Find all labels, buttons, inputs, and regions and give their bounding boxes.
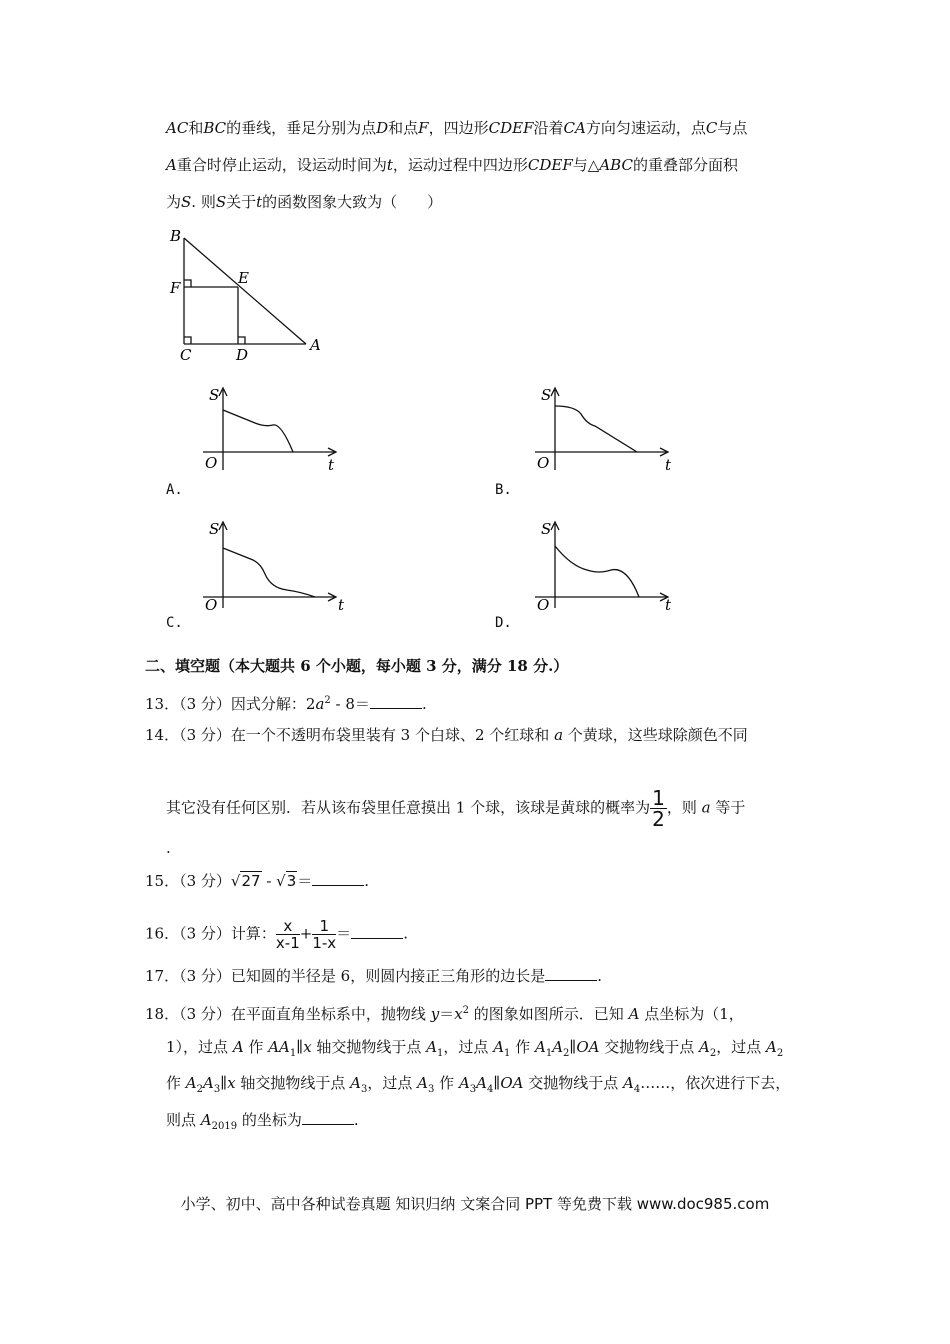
answer-blank[interactable]: [351, 924, 403, 939]
answer-blank[interactable]: [370, 694, 422, 709]
text-s: S: [215, 193, 227, 211]
axis-label-s: S: [209, 386, 220, 404]
graph-option-b: [527, 380, 687, 475]
question-text: ，过点: [716, 1038, 767, 1056]
question-text: （3 分）已知圆的半径是 6，则圆内接正三角形的边长是: [179, 967, 546, 985]
period: .: [403, 924, 408, 943]
subscript: 1: [289, 1048, 297, 1059]
text-ca: CA: [563, 119, 586, 137]
segment: OA: [576, 1038, 600, 1056]
var-a: a: [315, 695, 325, 713]
period: .: [353, 1111, 359, 1129]
text-ac: AC: [166, 119, 189, 137]
period: .: [364, 872, 370, 890]
text-s: S: [181, 193, 192, 211]
text-cdef: CDEF: [527, 156, 573, 174]
question-text: （3 分）在平面直角坐标系中，抛物线: [179, 1005, 431, 1023]
text: 方向匀速运动，点: [585, 119, 706, 137]
question-18-line3: [166, 1073, 790, 1100]
point: A: [458, 1074, 470, 1092]
right-angle-d: [238, 337, 245, 344]
question-14-line2: [166, 788, 745, 829]
question-number: 14．: [145, 726, 180, 744]
label-b: B: [170, 227, 182, 245]
question-18-line2: [166, 1037, 783, 1064]
question-13: [145, 691, 427, 714]
question-text: 轴交抛物线于点: [235, 1074, 351, 1092]
question-text: 轴交抛物线于点: [311, 1038, 427, 1056]
equals: ＝: [336, 924, 352, 943]
question-text: ，过点: [367, 1074, 418, 1092]
text: 和: [188, 119, 204, 137]
question-text: ……，依次进行下去，: [640, 1074, 791, 1092]
text-a: A: [166, 156, 177, 174]
answer-blank[interactable]: [312, 871, 364, 886]
text: 关于: [226, 193, 257, 211]
section-heading: 二、填空题（本大题共 6 个小题，每小题 3 分，满分 18 分.）: [145, 657, 569, 675]
text: 与△: [572, 156, 600, 174]
question-number: 17．: [145, 967, 180, 985]
segment: OA: [500, 1074, 524, 1092]
text-d: D: [376, 119, 389, 137]
fraction-one-half: [650, 788, 667, 829]
parallel: ∥: [296, 1038, 304, 1056]
origin-label: O: [537, 596, 550, 612]
subscript: 2019: [211, 1121, 238, 1132]
answer-blank[interactable]: [545, 966, 597, 981]
question-text: 等于: [710, 798, 746, 817]
text-t: t: [386, 156, 393, 174]
subscript: 1: [545, 1048, 553, 1059]
subscript: 1: [437, 1048, 444, 1059]
point: A: [426, 1038, 438, 1056]
question-number: 16．: [145, 924, 180, 943]
label-a: A: [310, 336, 321, 354]
question-text: 1），过点: [166, 1038, 233, 1056]
point: A: [699, 1038, 710, 1056]
graph-option-c: [195, 512, 355, 612]
point: A: [476, 1074, 487, 1092]
text: 的函数图象大致为（ ）: [262, 193, 443, 211]
subscript: 4: [487, 1084, 494, 1095]
period: .: [597, 967, 603, 985]
point-a: A: [628, 1005, 640, 1023]
question-15: [145, 871, 369, 891]
text: . 则: [191, 193, 216, 211]
point: A: [623, 1074, 634, 1092]
point: A: [766, 1038, 777, 1056]
question-text: 作: [166, 1074, 186, 1092]
point: A: [493, 1038, 505, 1056]
question-number: 15．: [145, 872, 180, 890]
text: ，四边形: [428, 119, 489, 137]
option-d-label: D.: [495, 615, 512, 631]
point: A: [200, 1111, 212, 1129]
text-f: F: [418, 119, 429, 137]
exponent: 2: [324, 695, 331, 706]
text: 的重叠部分面积: [632, 156, 738, 174]
text-c: C: [705, 119, 718, 137]
option-c-label: C.: [166, 615, 183, 631]
text-abc: ABC: [599, 156, 633, 174]
question-16: [145, 918, 408, 951]
question-17: [145, 966, 602, 986]
label-e: E: [238, 269, 249, 287]
question-14-line1: [145, 725, 748, 745]
var-x: x: [454, 1005, 463, 1023]
denominator: x-1: [275, 934, 300, 952]
triangle-figure: [160, 222, 340, 367]
answer-blank[interactable]: [302, 1110, 354, 1125]
question-text: ，则: [666, 798, 702, 817]
minus: -: [261, 872, 277, 890]
question-18-line4: [166, 1110, 359, 1137]
sqrt-27: √27: [230, 872, 261, 890]
text: 沿着: [533, 119, 564, 137]
problem12-line1: [166, 118, 747, 138]
page-footer: 小学、初中、高中各种试卷真题 知识归纳 文案合同 PPT 等免费下载 www.doc985.com: [180, 1195, 770, 1213]
label-d: D: [236, 346, 249, 364]
segment-ba: [184, 238, 306, 344]
var-a: a: [554, 726, 564, 744]
var-a: a: [701, 798, 711, 817]
text: 和点: [388, 119, 419, 137]
question-text: 交抛物线于点: [523, 1074, 623, 1092]
subscript: 4: [633, 1084, 641, 1095]
text: 为: [166, 193, 182, 211]
radicand: 3: [286, 872, 297, 890]
question-text: 点坐标为（1，: [639, 1005, 744, 1023]
point: A: [552, 1038, 564, 1056]
origin-label: O: [205, 596, 218, 612]
point-a: A: [232, 1038, 244, 1056]
problem12-line3: [166, 192, 442, 212]
radicand: 27: [241, 872, 261, 890]
parallel: ∥: [493, 1074, 501, 1092]
denominator: 1-x: [312, 934, 337, 952]
text-bc: BC: [203, 119, 227, 137]
axis-label-t: t: [665, 596, 672, 612]
text: 重合时停止运动，设运动时间为: [176, 156, 387, 174]
equals: ＝: [439, 1005, 455, 1023]
question-text: 作: [243, 1038, 269, 1056]
subscript: 2: [563, 1048, 570, 1059]
numerator: 1: [652, 786, 665, 810]
question-number: 13．: [145, 695, 180, 713]
question-text: 的坐标为: [237, 1111, 302, 1129]
right-angle-f: [184, 280, 191, 287]
point: A: [534, 1038, 546, 1056]
axis-label-t: t: [665, 456, 672, 474]
fraction-x-over-x-minus-1: [276, 918, 300, 951]
axis-label-t: t: [338, 596, 345, 612]
subscript: 3: [428, 1084, 435, 1095]
question-text: 交抛物线于点: [599, 1038, 700, 1056]
question-text: ，过点: [443, 1038, 494, 1056]
right-angle-c: [184, 337, 191, 344]
subscript: 2: [709, 1048, 717, 1059]
question-text: （3 分）因式分解：2: [179, 695, 316, 713]
axis-label-t: t: [328, 456, 335, 474]
question-text: （3 分）在一个不透明布袋里装有 3 个白球、2 个红球和: [179, 726, 555, 744]
option-a-label: A.: [166, 482, 183, 498]
question-text: （3 分）计算：: [179, 924, 276, 943]
parallel: ∥: [220, 1074, 228, 1092]
subscript: 2: [776, 1048, 784, 1059]
point: A: [350, 1074, 362, 1092]
axis-label-s: S: [209, 520, 220, 538]
axis-label-s: S: [541, 520, 552, 538]
point: A: [417, 1074, 429, 1092]
segment: AA: [268, 1038, 290, 1056]
subscript: 3: [361, 1084, 368, 1095]
question-18-line1: [145, 1001, 744, 1024]
var-x: x: [227, 1074, 236, 1092]
numerator: x: [276, 918, 300, 935]
plus: +: [299, 924, 313, 943]
question-text: （3 分）: [179, 872, 231, 890]
origin-label: O: [205, 454, 218, 472]
denominator: 2: [652, 807, 665, 831]
question-number: 18．: [145, 1005, 180, 1023]
question-text: 其它没有任何区别．若从该布袋里任意摸出 1 个球，该球是黄球的概率为: [166, 798, 651, 817]
problem12-line2: [166, 155, 738, 175]
axis-label-s: S: [541, 386, 552, 404]
subscript: 1: [504, 1048, 511, 1059]
text: 的垂线，垂足分别为点: [226, 119, 377, 137]
exponent: 2: [462, 1005, 470, 1016]
fraction-1-over-1-minus-x: [312, 918, 336, 951]
parallel: ∥: [569, 1038, 577, 1056]
sqrt-3: √3: [276, 872, 297, 890]
question-text: 作: [434, 1074, 459, 1092]
question-text: 的图象如图所示．已知: [469, 1005, 629, 1023]
label-f: F: [170, 279, 181, 297]
equals: ＝: [297, 872, 313, 890]
graph-option-a: [195, 380, 355, 475]
subscript: 3: [213, 1084, 221, 1095]
var-x: x: [303, 1038, 312, 1056]
numerator: 1: [312, 918, 336, 935]
period: .: [421, 695, 427, 713]
text: ，运动过程中四边形: [392, 156, 528, 174]
text-t: t: [256, 193, 263, 211]
graph-option-d: [527, 512, 687, 612]
text-cdef: CDEF: [488, 119, 534, 137]
subscript: 2: [196, 1084, 203, 1095]
subscript: 3: [469, 1084, 477, 1095]
question-text: - 8＝: [330, 695, 370, 713]
question-text: 则点: [166, 1111, 201, 1129]
option-b-label: B.: [495, 482, 512, 498]
label-c: C: [180, 346, 192, 364]
point: A: [203, 1074, 214, 1092]
point: A: [185, 1074, 197, 1092]
var-y: y: [430, 1005, 440, 1023]
text: 与点: [717, 119, 748, 137]
origin-label: O: [537, 454, 550, 472]
question-text: 作: [510, 1038, 535, 1056]
question-14-line3: .: [166, 839, 171, 857]
question-text: 个黄球，这些球除颜色不同: [563, 726, 748, 744]
